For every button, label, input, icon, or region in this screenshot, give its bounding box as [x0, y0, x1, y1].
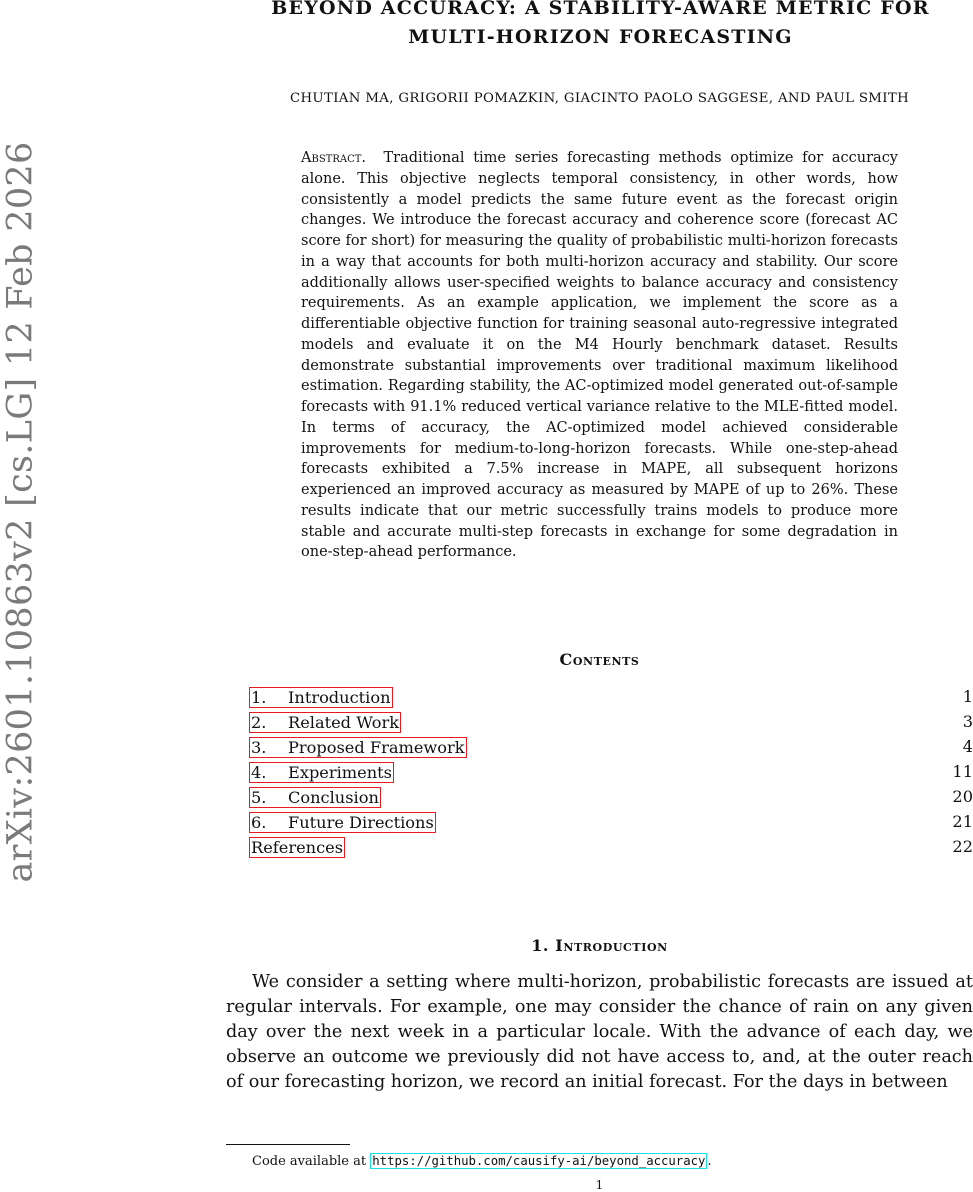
abstract-text: Traditional time series forecasting methods optimize for accuracy alone. This objective neglects temporal consistency, in other words, how consistently a model predicts the same future event as the forecast origin changes. We introduce the forecast accuracy and coherence score (forecast AC score for short) for measuring the quality of probabilistic multi-horizon forecasts in a way that accounts for both multi-horizon accuracy and stability. Our score additionally allows user-specified weights to balance accuracy and consistency requirements. As an example application, we implement the score as a differentiable objective function for training seasonal auto-regressive integrated models and evaluate it on the M4 Hourly benchmark dataset. Results demonstrate substantial improvements over traditional maximum likelihood estimation. Regarding stability, the AC-optimized model generated out-of-sample forecasts with 91.1% reduced vertical variance relative to the MLE-fitted model. In terms of accuracy, the AC-optimized model achieved considerable improvements for medium-to-long-horizon forecasts. While one-step-ahead forecasts exhibited a 7.5% increase in MAPE, all subsequent horizons experienced an improved accuracy as measured by MAPE of up to 26%. These results indicate that our metric successfully trains models to produce more stable and accurate multi-step forecasts in exchange for some degradation in one-step-ahead performance. — [301, 150, 899, 561]
toc-link-future-directions[interactable] — [249, 812, 436, 833]
abstract-label: Abstract. — [301, 150, 367, 166]
footnote — [252, 1153, 712, 1170]
toc-page-number: 4 — [962, 737, 973, 756]
toc-entry-conclusion — [249, 785, 973, 810]
toc-entry-references — [249, 835, 973, 860]
toc-page-number: 22 — [952, 837, 973, 856]
toc-link-introduction[interactable] — [249, 687, 393, 708]
toc-entry-related-work — [249, 710, 973, 735]
toc-label: Experiments — [288, 763, 392, 782]
toc-label: Related Work — [288, 713, 400, 732]
toc-link-related-work[interactable] — [249, 712, 401, 733]
page-number: 1 — [595, 1178, 604, 1192]
toc-page-number: 21 — [952, 812, 973, 831]
footnote-prefix: Code available at — [252, 1154, 367, 1169]
arxiv-identifier-text: arXiv:2601.10863v2 [cs.LG] 12 Feb 2026 — [1, 141, 41, 883]
toc-page-number: 3 — [962, 712, 973, 731]
toc-label: Future Directions — [288, 813, 434, 832]
toc-entry-future-directions — [249, 810, 973, 835]
toc-link-references[interactable] — [249, 837, 345, 858]
toc-entry-proposed-framework — [249, 735, 973, 760]
section-heading-introduction: 1. Introduction — [531, 936, 668, 955]
toc-page-number: 1 — [962, 687, 973, 706]
toc-label: Proposed Framework — [288, 738, 465, 757]
abstract — [301, 148, 898, 563]
footnote-suffix: . — [707, 1154, 712, 1169]
author-list: CHUTIAN MA, GRIGORII POMAZKIN, GIACINTO PAOLO SAGGESE, AND PAUL SMITH — [289, 91, 910, 106]
toc-number: 4. — [251, 763, 267, 782]
paper-title: BEYOND ACCURACY: A STABILITY-AWARE METRIC FOR MULTI-HORIZON FORECASTING — [271, 0, 930, 48]
toc-page-number: 20 — [952, 787, 973, 806]
toc-number: 2. — [251, 713, 267, 732]
toc-link-experiments[interactable] — [249, 762, 394, 783]
toc-number: 3. — [251, 738, 267, 757]
table-of-contents — [249, 685, 973, 860]
toc-number: 1. — [251, 688, 267, 707]
contents-heading: Contents — [559, 650, 640, 669]
code-repository-link[interactable]: https://github.com/causify-ai/beyond_accuracy — [372, 1154, 706, 1168]
toc-label: Introduction — [288, 688, 391, 707]
toc-number: 5. — [251, 788, 267, 807]
toc-page-number: 11 — [952, 762, 973, 781]
toc-label: References — [251, 838, 344, 857]
toc-entry-introduction — [249, 685, 973, 710]
arxiv-identifier — [1, 141, 41, 883]
toc-entry-experiments — [249, 760, 973, 785]
introduction-paragraph: We consider a setting where multi-horizon, probabilistic forecasts are issued at regular intervals. For example, one may consider the chance of rain on any given day over the next week in a particular locale. With the advance of each day, we observe an outcome we previously did not have access to, and, at the outer reach of our forecasting horizon, we record an initial forecast. For the days in between — [226, 972, 973, 1092]
footnote-rule — [226, 1144, 350, 1145]
toc-label: Conclusion — [288, 788, 379, 807]
toc-link-proposed-framework[interactable] — [249, 737, 467, 758]
toc-number: 6. — [251, 813, 267, 832]
toc-link-conclusion[interactable] — [249, 787, 381, 808]
